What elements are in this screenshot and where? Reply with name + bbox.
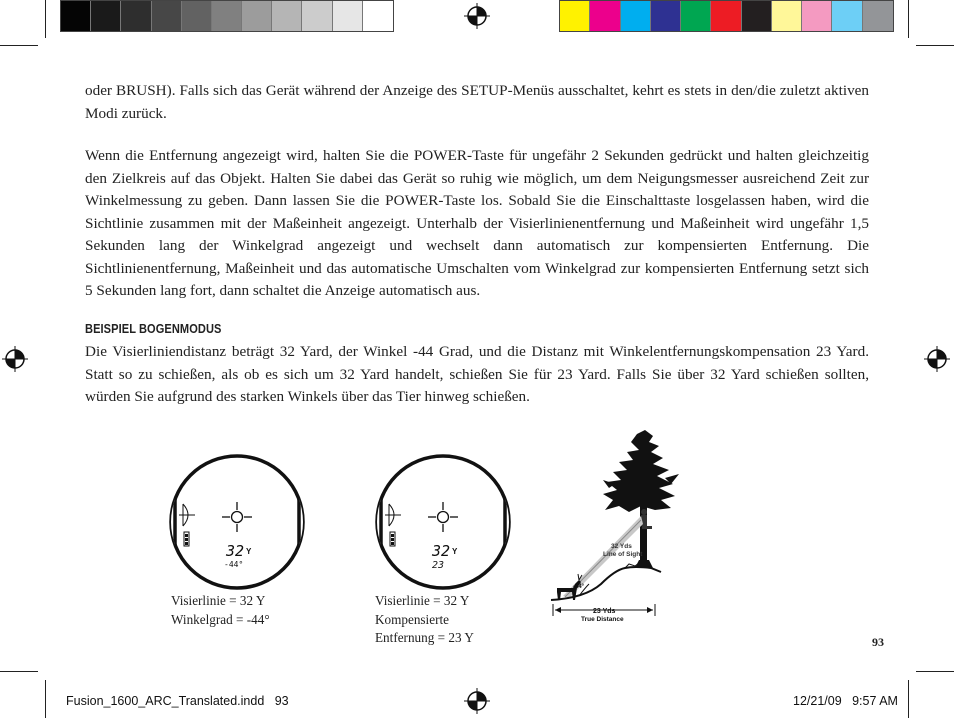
- distance-readout: 32: [226, 542, 245, 560]
- rangefinder-display-compensated: [372, 452, 514, 592]
- color-swatch: [711, 1, 741, 31]
- unit-readout: Y: [246, 547, 252, 556]
- rangefinder-display-angle: [166, 452, 308, 592]
- true-distance-label: True Distance: [581, 616, 624, 623]
- crop-mark: [45, 680, 46, 718]
- color-swatch: [802, 1, 832, 31]
- color-swatch: [333, 1, 363, 31]
- color-swatch: [182, 1, 212, 31]
- color-swatch: [302, 1, 332, 31]
- color-swatch: [590, 1, 620, 31]
- color-swatch: [212, 1, 242, 31]
- color-swatch: [560, 1, 590, 31]
- crop-mark: [916, 45, 954, 46]
- color-swatch: [681, 1, 711, 31]
- compensated-readout: 23: [432, 560, 445, 571]
- paragraph-power-button: Wenn die Entfernung angezeigt wird, halten Sie die POWER-Taste für ungefähr 2 Sekunden gedrückt und halten gleichzeitig den Zielkreis auf das Objekt. Halten Sie dabei das Gerät so ruhig wie möglich, um dem Neigungsmesser ausreichend Zeit zur Winkelmessung zu geben. Dann lassen Sie die POWER-Taste los. Sobald Sie die Einschalttaste losgelassen haben, wird die Sichtlinie zusammen mit der Maßeinheit angezeigt. Unterhalb der Visierlinienentfernung und Maßeinheit wird ungefähr 1,5 Sekunden lang der Winkelgrad angezeigt und wechselt dann automatisch zur kompensierten Entfernung. Die Sichtlinienentfernung, Maßeinheit und das automatische Umschalten vom Winkelgrad zur kompensierten Entfernung setzt sich 5 Sekunden lang fort, dann schaltet die Anzeige automatisch aus.: [85, 147, 869, 299]
- caption-display-2: [375, 592, 474, 648]
- color-swatch: [742, 1, 772, 31]
- crop-mark: [0, 671, 38, 672]
- process-color-bar: [559, 0, 894, 32]
- registration-mark-icon: [2, 346, 28, 372]
- paragraph-bow-example: Die Visierliniendistanz beträgt 32 Yard, der Winkel -44 Grad, und die Distanz mit Winkelentfernungskompensation 23 Yard. Statt so zu schießen, als ob es sich um 32 Yard handelt, schießen Sie für 23 Yard. Falls Sie über 32 Yard schießen sollten, würden Sie aufgrund des starken Winkels über das Tier hinweg schießen.: [85, 343, 869, 405]
- section-heading: BEISPIEL BOGENMODUS: [85, 321, 222, 336]
- unit-readout: Y: [452, 547, 458, 556]
- color-swatch: [61, 1, 91, 31]
- grayscale-color-bar: [60, 0, 394, 32]
- distance-readout: 32: [432, 542, 451, 560]
- color-swatch: [621, 1, 651, 31]
- color-swatch: [242, 1, 272, 31]
- angle-readout: -44°: [224, 560, 244, 569]
- crop-mark: [0, 45, 38, 46]
- footer-datetime: 12/21/09 9:57 AM: [793, 694, 898, 708]
- line-of-sight-label: Line of Sight: [603, 551, 643, 558]
- line-of-sight-label: 32 Yds: [611, 543, 632, 550]
- color-swatch: [363, 1, 393, 31]
- color-swatch: [772, 1, 802, 31]
- footer-filename: Fusion_1600_ARC_Translated.indd 93: [66, 694, 289, 708]
- angle-label: -44°: [573, 584, 585, 590]
- caption-line: Visierlinie = 32 Y: [171, 593, 266, 608]
- crop-mark: [916, 671, 954, 672]
- paragraph-setup-menu: oder BRUSH). Falls sich das Gerät während der Anzeige des SETUP-Menüs ausschaltet, kehrt es stets in den/die zuletzt aktiven Modi zurück.: [85, 82, 869, 122]
- color-swatch: [272, 1, 302, 31]
- color-swatch: [121, 1, 151, 31]
- caption-line: Winkelgrad = -44°: [171, 611, 270, 627]
- tree-stand-illustration: [545, 428, 695, 628]
- crop-mark: [908, 680, 909, 718]
- registration-mark-icon: [924, 346, 950, 372]
- crop-mark: [908, 0, 909, 38]
- caption-display-1: [171, 592, 270, 629]
- color-swatch: [832, 1, 862, 31]
- true-distance-label: 23 Yds: [593, 608, 616, 615]
- registration-mark-icon: [464, 688, 490, 714]
- crop-mark: [45, 0, 46, 38]
- caption-line: Kompensierte: [375, 611, 449, 627]
- hunter-icon: [641, 509, 652, 529]
- color-swatch: [152, 1, 182, 31]
- color-swatch: [651, 1, 681, 31]
- registration-mark-icon: [464, 3, 490, 29]
- caption-line: Visierlinie = 32 Y: [375, 593, 470, 608]
- page-number: 93: [872, 635, 884, 649]
- color-swatch: [863, 1, 893, 31]
- color-swatch: [91, 1, 121, 31]
- caption-line: Entfernung = 23 Y: [375, 630, 474, 645]
